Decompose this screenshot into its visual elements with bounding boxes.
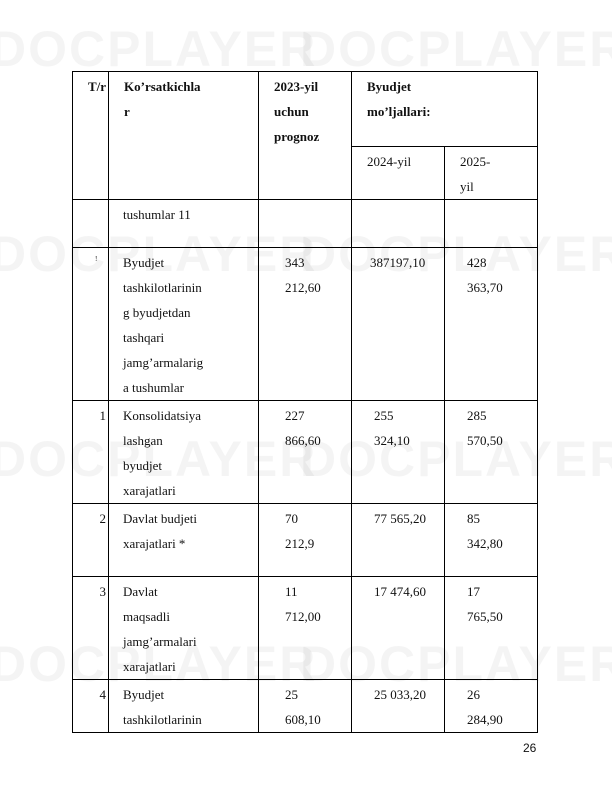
table-row: [73, 248, 538, 401]
header-cell-forecast: [259, 72, 352, 200]
row-name-cell: [109, 680, 259, 733]
watermark-text: [300, 20, 612, 78]
row-2024-cell: [352, 680, 445, 733]
row-2024-value: 25 033,20: [374, 687, 426, 702]
row-2024-value: 387197,10: [370, 255, 426, 270]
row-2025-value: 428 363,70: [467, 255, 503, 295]
row-name: Davlat maqsadli jamg’armalari xarajatlari: [123, 584, 197, 674]
row-2024-value: 77 565,20: [374, 511, 426, 526]
row-2023-cell: [259, 248, 352, 401]
budget-table: [72, 71, 538, 733]
row-number: 1: [99, 408, 106, 423]
row-2023-cell: [259, 200, 352, 248]
row-number: !: [95, 255, 98, 263]
row-name-cell: [109, 401, 259, 504]
row-2023-cell: [259, 504, 352, 577]
header-indicator-label: Ko’rsatkichla r: [124, 79, 201, 119]
row-name-cell: [109, 248, 259, 401]
table-row: [73, 504, 538, 577]
row-2025-value: 17 765,50: [467, 584, 503, 624]
row-2025-cell: [445, 248, 538, 401]
row-2024-cell: [352, 401, 445, 504]
row-2025-value: 285 570,50: [467, 408, 503, 448]
row-number: 4: [99, 687, 106, 702]
row-2025-cell: [445, 577, 538, 680]
row-number: 2: [99, 511, 106, 526]
table-row: [73, 200, 538, 248]
row-name: Byudjet tashkilotlarinin g byudjetdan tashqari jamg’armalarig a tushumlar: [123, 255, 204, 395]
row-2023-value: 70 212,9: [285, 511, 315, 551]
row-name-cell: [109, 200, 259, 248]
row-number: 3: [99, 584, 106, 599]
header-cell-budget: [352, 72, 538, 147]
row-2025-cell: [445, 200, 538, 248]
header-year2-label: 2025- yil: [460, 154, 491, 194]
row-2025-cell: [445, 504, 538, 577]
row-name-cell: [109, 504, 259, 577]
row-2024-value: 17 474,60: [374, 584, 426, 599]
row-2024-cell: [352, 504, 445, 577]
header-forecast-label: 2023-yil uchun prognoz: [274, 79, 320, 144]
row-2023-cell: [259, 577, 352, 680]
row-2023-value: 11 712,00: [285, 584, 321, 624]
row-name-cell: [109, 577, 259, 680]
row-2023-value: [259, 200, 351, 202]
row-2023-cell: [259, 401, 352, 504]
row-number-cell: [73, 577, 109, 680]
header-cell-number: [73, 72, 109, 200]
row-2023-value: 343 212,60: [285, 255, 321, 295]
page-number: 26: [523, 741, 537, 755]
row-number-cell: [73, 504, 109, 577]
row-name: Byudjet tashkilotlarinin: [123, 687, 202, 727]
row-2023-value: 25 608,10: [285, 687, 321, 727]
row-number-cell: [73, 401, 109, 504]
row-name: Konsolidatsiya lashgan byudjet xarajatlari: [123, 408, 201, 498]
header-year1-label: 2024-yil: [367, 154, 412, 169]
header-row: [73, 72, 538, 147]
table-row: [73, 577, 538, 680]
row-2023-value: 227 866,60: [285, 408, 321, 448]
row-number-cell: [73, 248, 109, 401]
row-2025-cell: [445, 680, 538, 733]
row-2025-value: 85 342,80: [467, 511, 503, 551]
row-name: Davlat budjeti xarajatlari *: [123, 511, 198, 551]
row-name: tushumlar 11: [123, 207, 191, 222]
row-2025-value: 26 284,90: [467, 687, 503, 727]
row-2024-value: 255 324,10: [374, 408, 410, 448]
row-number: [73, 200, 108, 202]
row-2024-cell: [352, 248, 445, 401]
row-2023-cell: [259, 680, 352, 733]
header-cell-year2: [445, 147, 538, 200]
row-2024-cell: [352, 200, 445, 248]
row-2025-cell: [445, 401, 538, 504]
watermark-text: [0, 20, 317, 78]
row-2024-value: [352, 200, 444, 202]
header-cell-indicator: [109, 72, 259, 200]
header-number-label: T/r: [87, 79, 106, 94]
header-budget-label: Byudjet mo’ljallari:: [367, 79, 431, 119]
row-number-cell: [73, 200, 109, 248]
table-row: [73, 680, 538, 733]
row-2025-value: [445, 200, 537, 202]
row-number-cell: [73, 680, 109, 733]
table-row: [73, 401, 538, 504]
row-2024-cell: [352, 577, 445, 680]
header-cell-year1: [352, 147, 445, 200]
